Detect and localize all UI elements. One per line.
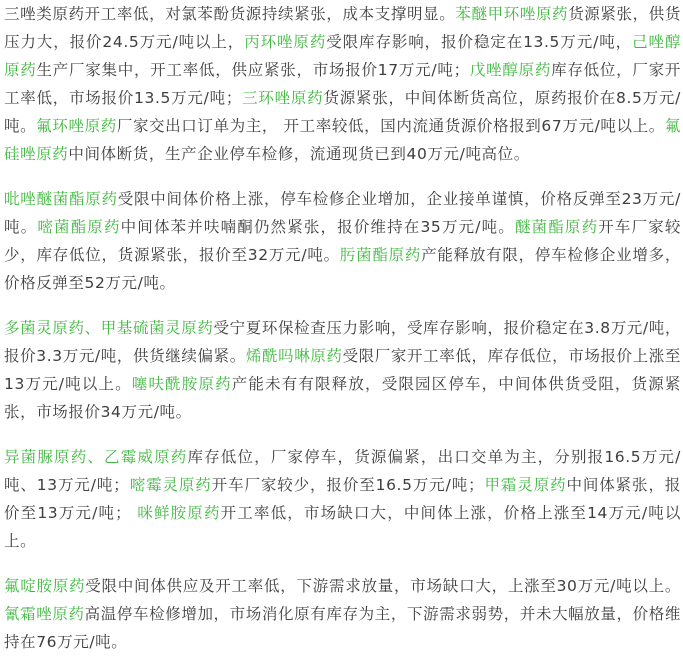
product-name: 咪鲜胺原药 (137, 504, 221, 522)
text-span: 开工率低，市场缺口大，中间体上涨，价格上涨至14万元/吨以上。 (4, 504, 681, 550)
text-span: 高温停车检修增加，市场消化原有库存为主，下游需求弱势，并未大幅放量，价格维持在76万元/吨。 (4, 605, 681, 651)
paragraph-fluazinam (4, 572, 681, 656)
text-span: 中间体紧张，报价至13万元/吨； (4, 476, 681, 522)
text-span: 受限厂家开工率低，库存低位，市场报价上涨至13万元/吨以上。 (4, 347, 682, 393)
text-span: 开车厂家较少，报价至16.5万元/吨； (211, 476, 485, 494)
product-name: 嘧菌酯原药 (37, 218, 121, 236)
product-name: 肟菌酯原药 (339, 246, 422, 264)
product-name: 苯醚甲环唑原药 (455, 5, 569, 23)
product-name: 多菌灵原药、甲基硫菌灵原药 (4, 319, 214, 337)
text-span: 库存低位，厂家开工率低，市场报价13.5万元/吨； (4, 61, 682, 107)
product-name: 异菌脲原药、乙霉威原药 (4, 448, 188, 466)
product-name: 烯酰吗啉原药 (245, 347, 343, 365)
text-span: 生产厂家集中，开工率低，供应紧张，市场报价17万元/吨； (36, 61, 470, 79)
paragraph-others (4, 443, 681, 555)
text-span: 库存低位，厂家停车，货源偏紧，出口交单为主，分别报16.5万元/吨、13万元/吨； (4, 448, 681, 494)
product-name: 氰霜唑原药 (4, 605, 85, 623)
paragraph-strobilurins (4, 185, 681, 297)
product-name: 三环唑原药 (241, 89, 324, 107)
product-name: 丙环唑原药 (244, 33, 327, 51)
text-span: 受限中间体供应及开工率低，下游需求放量，市场缺口大，上涨至30万元/吨以上。 (85, 577, 681, 595)
text-span: 货源紧张，供货压力大，报价24.5万元/吨以上， (4, 5, 682, 51)
product-name: 氟啶胺原药 (4, 577, 86, 595)
text-span: 三唑类原药开工率低，对氯苯酚货源持续紧张，成本支撑明显。 (4, 5, 456, 23)
product-name: 戊唑醇原药 (469, 61, 552, 79)
product-name: 己唑醇原药 (4, 33, 681, 79)
text-span: 产能未有有限释放，受限园区停车，中间体供货受阻，货源紧张，市场报价34万元/吨。 (4, 375, 681, 421)
text-span: 受宁夏环保检查压力影响，受库存影响，报价稳定在3.8万元/吨，报价3.3万元/吨，供货继续偏紧。 (4, 319, 681, 365)
product-name: 吡唑醚菌酯原药 (4, 190, 118, 208)
text-span: 厂家交出口订单为主， 开工率较低，国内流通货源价格报到67万元/吨以上。 (116, 117, 665, 135)
text-span: 开车厂家较少，库存低位，货源紧张，报价至32万元/吨。 (4, 218, 681, 264)
text-span: 受限库存影响，报价稳定在13.5万元/吨， (326, 33, 633, 51)
text-span: 中间体苯并呋喃酮仍然紧张，报价维持在35万元/吨。 (120, 218, 515, 236)
text-span: 中间体断货，生产企业停车检修，流通现货已到40万元/吨高位。 (68, 145, 530, 163)
product-name: 氟硅唑原药 (4, 117, 681, 163)
product-name: 嘧霉灵原药 (129, 476, 212, 494)
text-span: 受限中间体价格上涨，停车检修企业增加，企业接单谨慎，价格反弹至23万元/吨。 (4, 190, 681, 236)
paragraph-benzimidazoles (4, 314, 681, 426)
text-span: 货源紧张，中间体断货高位，原药报价在8.5万元/吨。 (4, 89, 682, 135)
product-name: 醚菌酯原药 (514, 218, 599, 236)
paragraph-triazoles (4, 0, 681, 168)
product-name: 氟环唑原药 (36, 117, 117, 135)
product-name: 甲霜灵原药 (484, 476, 567, 494)
text-span: 产能释放有限，停车检修企业增多，价格反弹至52万元/吨。 (4, 246, 681, 292)
product-name: 噻呋酰胺原药 (131, 375, 232, 393)
